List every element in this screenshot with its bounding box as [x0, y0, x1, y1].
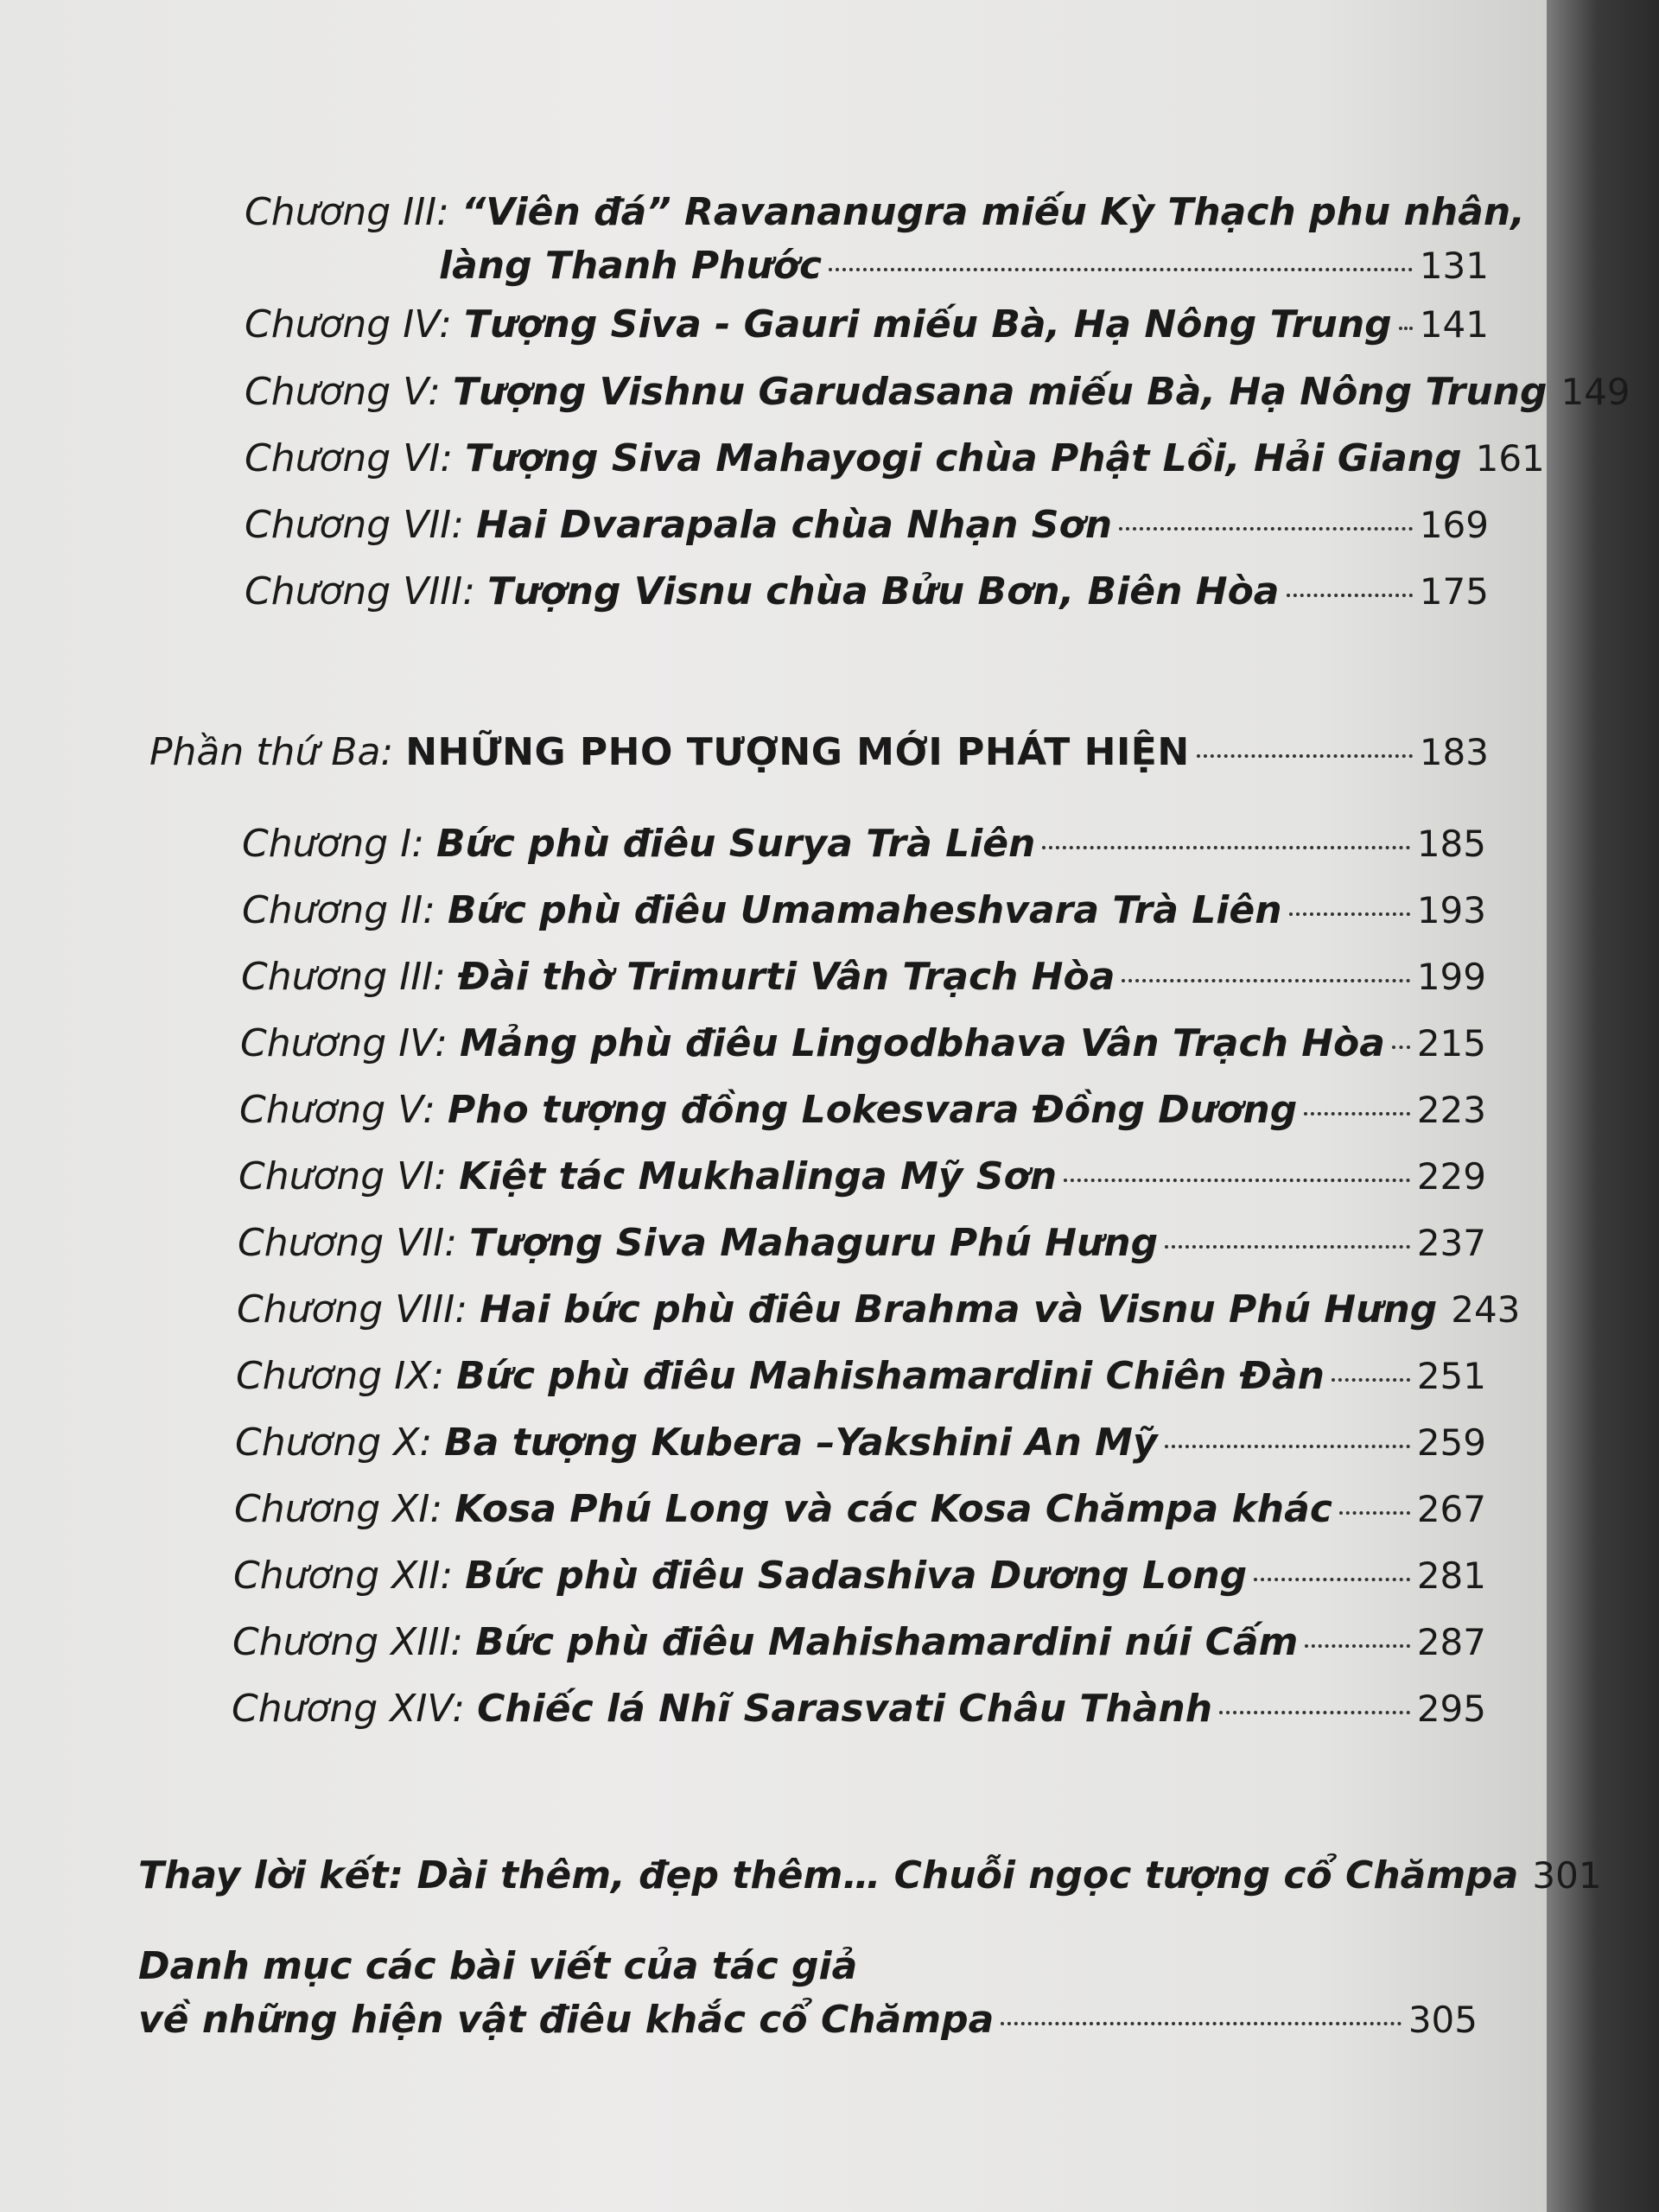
chapter-label: Chương III:: [245, 190, 461, 234]
dot-leader: [1042, 846, 1409, 849]
catalog-title-continued: về những hiện vật điêu khắc cổ Chămpa: [138, 1998, 995, 2042]
chapter-title: Hai bức phù điêu Brahma và Visnu Phú Hưng: [480, 1287, 1438, 1332]
chapter-label: Chương X:: [235, 1421, 445, 1465]
chapter-title: “Viên đá” Ravananugra miếu Kỳ Thạch phu nhân,: [461, 190, 1525, 234]
page-number: 229: [1416, 1155, 1486, 1198]
dot-leader: [1001, 2022, 1402, 2025]
chapter-title: Pho tượng đồng Lokesvara Đồng Dương: [447, 1088, 1298, 1132]
chapter-title: Tượng Vishnu Garudasana miếu Bà, Hạ Nông Trung: [452, 370, 1548, 414]
dot-leader: [1122, 979, 1409, 982]
page-number: 243: [1451, 1288, 1521, 1331]
chapter-label: Chương IV:: [245, 302, 464, 346]
chapter-title: Kosa Phú Long và các Kosa Chămpa khác: [454, 1487, 1332, 1531]
chapter-title: Kiệt tác Mukhalinga Mỹ Sơn: [459, 1154, 1058, 1198]
dot-leader: [1399, 327, 1413, 330]
chapter-label: Chương VI:: [245, 436, 466, 480]
chapter-label: Chương VIII:: [245, 569, 488, 613]
dot-leader: [1219, 1711, 1410, 1714]
dot-leader: [1197, 754, 1413, 758]
dot-leader: [1064, 1179, 1410, 1182]
page-number: 215: [1416, 1022, 1486, 1065]
toc-entry-catalog: [138, 1940, 1478, 2047]
chapter-title: Tượng Siva - Gauri miếu Bà, Hạ Nông Trung: [463, 302, 1392, 346]
chapter-label: Chương IV:: [240, 1021, 460, 1065]
chapter-title: Bức phù điêu Umamaheshvara Trà Liên: [447, 888, 1282, 932]
page-number: 183: [1419, 731, 1489, 773]
chapter-label: Chương XI:: [234, 1487, 455, 1531]
part-title: NHỮNG PHO TƯỢNG MỚI PHÁT HIỆN: [405, 730, 1190, 774]
page-number: 149: [1560, 371, 1630, 413]
dot-leader: [1165, 1445, 1410, 1448]
closing-title: Thay lời kết: Dài thêm, đẹp thêm… Chuỗi ngọc tượng cổ Chămpa: [138, 1853, 1519, 1897]
dot-leader: [1392, 1046, 1410, 1049]
chapter-title: Ba tượng Kubera –Yakshini An Mỹ: [444, 1421, 1158, 1465]
chapter-title: Mảng phù điêu Lingodbhava Vân Trạch Hòa: [459, 1021, 1385, 1065]
chapter-title: Tượng Siva Mahayogi chùa Phật Lồi, Hải Giang: [465, 436, 1462, 480]
page-number: 141: [1419, 303, 1489, 346]
catalog-title: Danh mục các bài viết của tác giả: [138, 1944, 858, 1988]
page-number: 161: [1475, 437, 1545, 480]
chapter-title: Bức phù điêu Surya Trà Liên: [436, 822, 1036, 866]
page-number: 295: [1416, 1688, 1486, 1730]
page-number: 185: [1416, 823, 1486, 865]
page-number: 251: [1416, 1355, 1486, 1397]
chapter-label: Chương V:: [245, 370, 453, 414]
chapter-label: Chương II:: [242, 888, 448, 932]
chapter-label: Chương III:: [241, 955, 458, 999]
chapter-label: Chương IX:: [236, 1354, 457, 1398]
chapter-label: Chương VIII:: [237, 1287, 480, 1332]
chapter-label: Chương VII:: [238, 1221, 470, 1265]
page-number: 193: [1416, 889, 1486, 931]
page-number: 169: [1419, 504, 1489, 546]
dot-leader: [1254, 1578, 1410, 1581]
dot-leader: [829, 268, 1413, 271]
chapter-label: Chương VII:: [245, 503, 477, 547]
chapter-title: Chiếc lá Nhĩ Sarasvati Châu Thành: [477, 1687, 1213, 1731]
page-number: 267: [1416, 1488, 1486, 1530]
chapter-title: Tượng Visnu chùa Bửu Bơn, Biên Hòa: [487, 569, 1280, 613]
dot-leader: [1339, 1511, 1410, 1515]
dot-leader: [1305, 1644, 1409, 1648]
part-label: Phần thứ Ba:: [149, 730, 406, 774]
chapter-title: Bức phù điêu Mahishamardini Chiên Đàn: [456, 1354, 1325, 1398]
page-number: 237: [1416, 1222, 1486, 1264]
dot-leader: [1304, 1112, 1410, 1116]
page-number: 131: [1419, 245, 1489, 287]
chapter-label: Chương XIII:: [232, 1620, 476, 1664]
chapter-label: Chương XII:: [233, 1554, 466, 1598]
toc-entry: [245, 186, 1525, 293]
page-number: 287: [1416, 1621, 1486, 1663]
page-number: 281: [1416, 1554, 1486, 1597]
chapter-title: Hai Dvarapala chùa Nhạn Sơn: [476, 503, 1113, 547]
dot-leader: [1287, 594, 1413, 597]
chapter-label: Chương V:: [239, 1088, 448, 1132]
chapter-label: Chương VI:: [238, 1154, 460, 1198]
page-number: 259: [1416, 1421, 1486, 1464]
chapter-title: Bức phù điêu Sadashiva Dương Long: [465, 1554, 1248, 1598]
page-number: 305: [1408, 1999, 1478, 2041]
chapter-label: Chương XIV:: [232, 1687, 478, 1731]
chapter-title-continued: làng Thanh Phước: [439, 244, 823, 288]
chapter-title: Tượng Siva Mahaguru Phú Hưng: [469, 1221, 1159, 1265]
chapter-label: Chương I:: [242, 822, 437, 866]
page-number: 223: [1416, 1089, 1486, 1131]
chapter-title: Đài thờ Trimurti Vân Trạch Hòa: [457, 955, 1116, 999]
page-number: 301: [1532, 1854, 1602, 1897]
dot-leader: [1332, 1378, 1410, 1382]
chapter-title: Bức phù điêu Mahishamardini núi Cấm: [475, 1620, 1299, 1664]
page-number: 199: [1416, 956, 1486, 998]
dot-leader: [1119, 527, 1413, 531]
page-number: 175: [1419, 570, 1489, 613]
dot-leader: [1165, 1245, 1410, 1249]
dot-leader: [1289, 912, 1410, 916]
